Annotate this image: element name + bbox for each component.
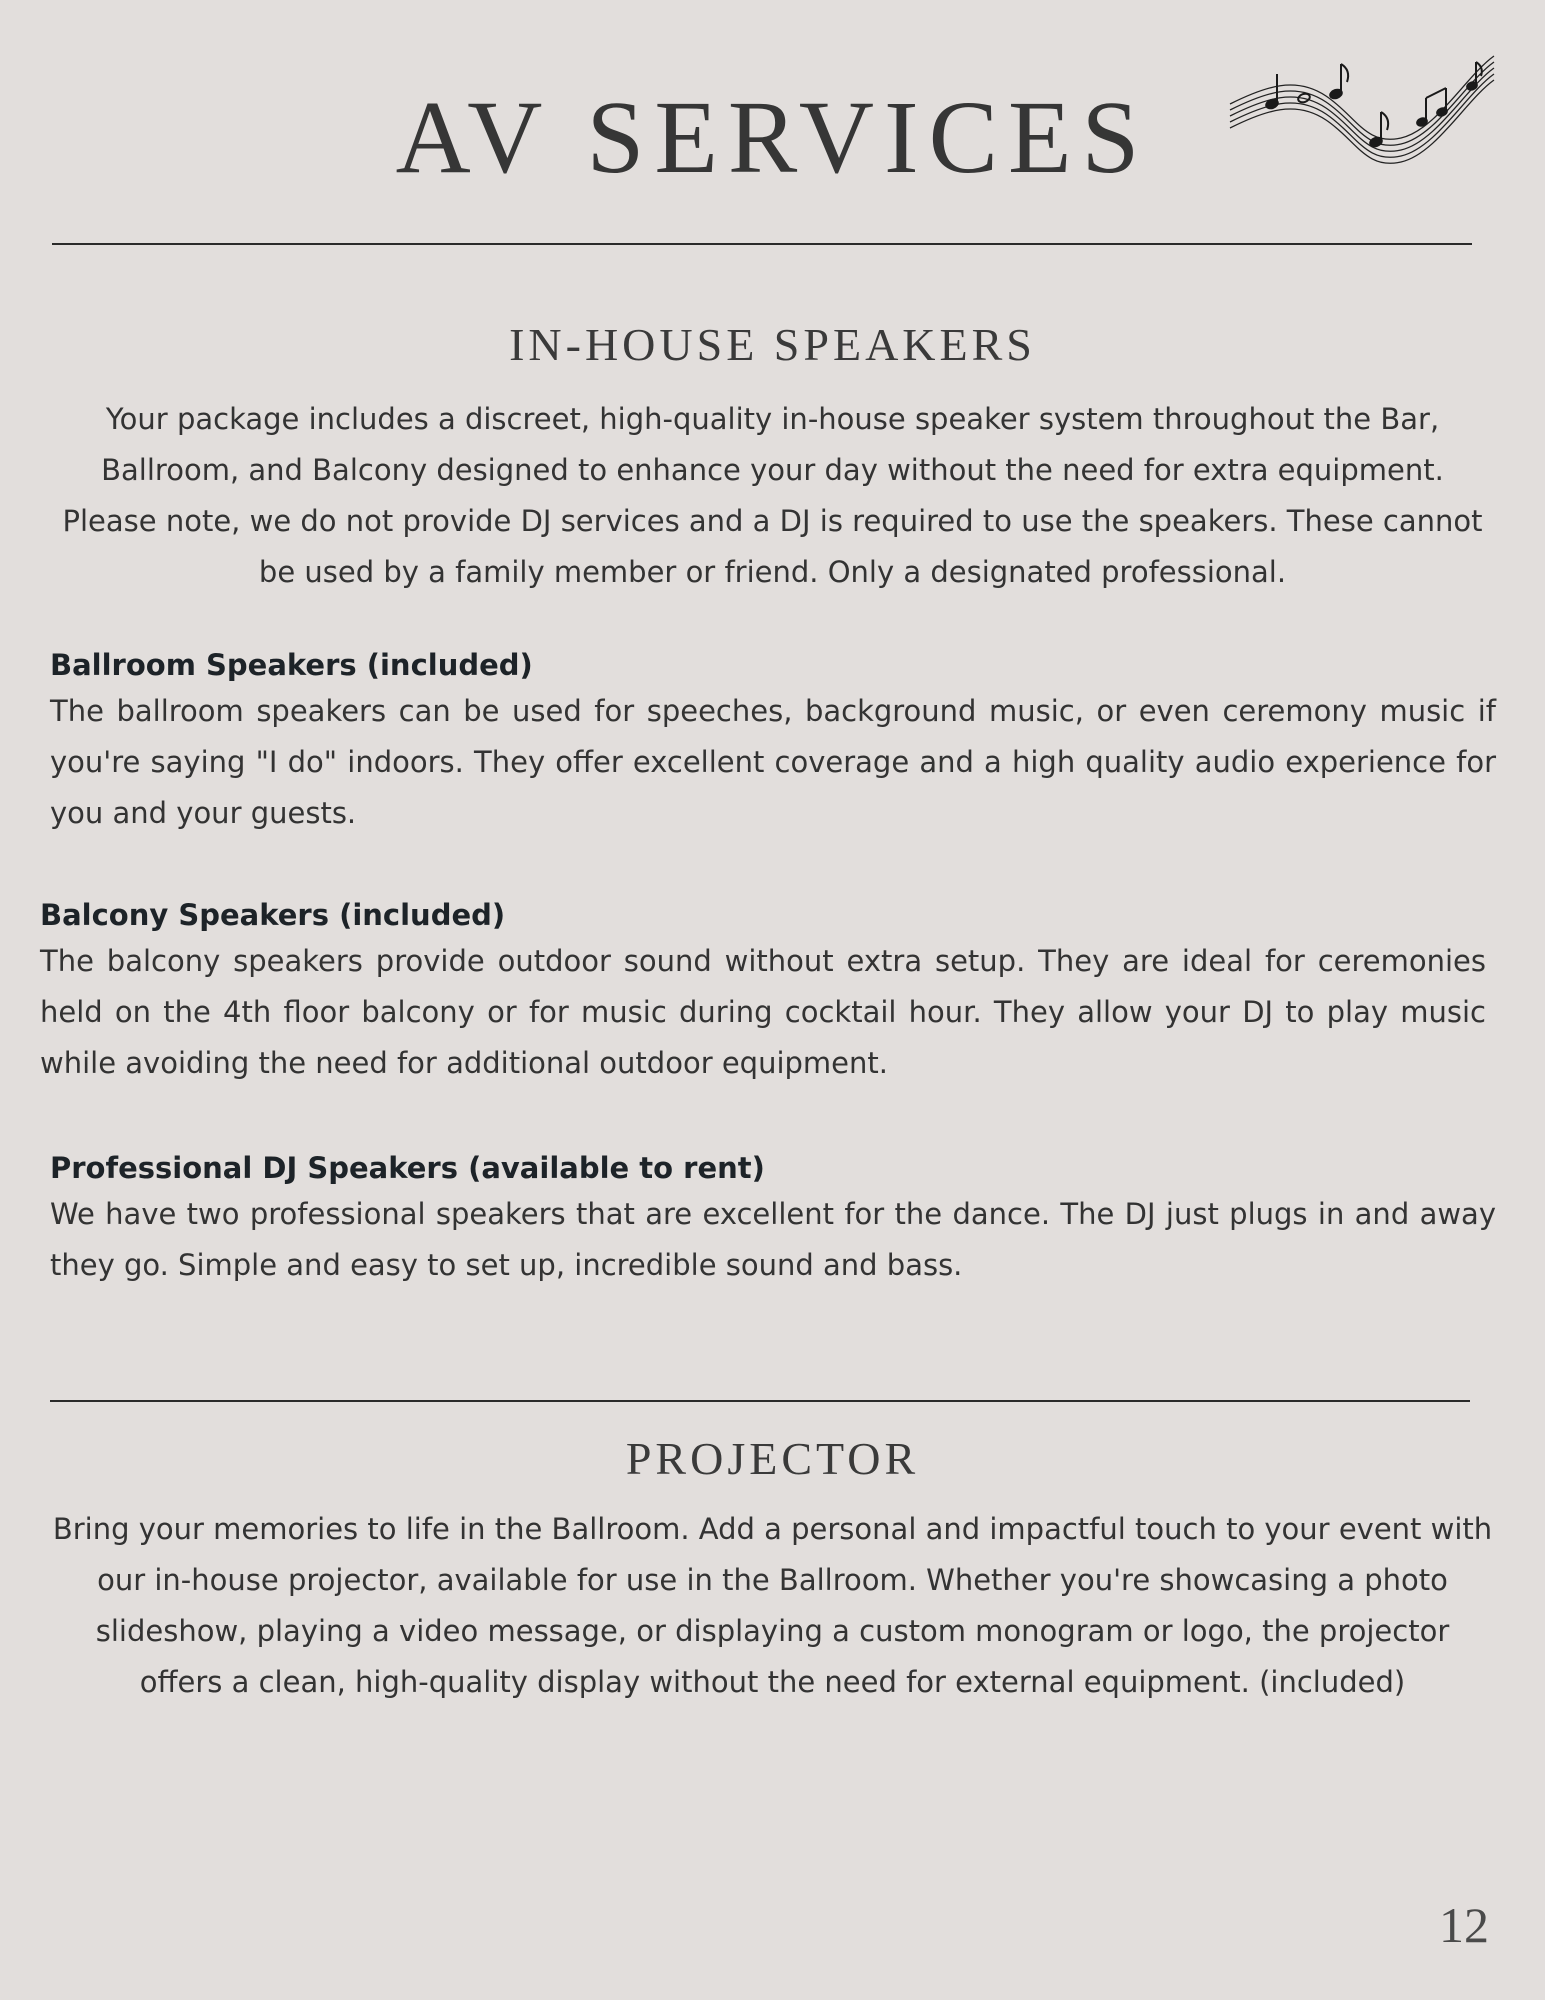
divider-middle (50, 1400, 1470, 1402)
section-heading-projector: PROJECTOR (625, 1433, 920, 1484)
speakers-intro-text: Your package includes a discreet, high-quality in-house speaker system throughout the Bar, Ballroom, and Balcony designed to enhance your day without the need for extra equipment. Please note, we do not provide DJ services and a DJ is required to use the speakers. These cannot be used by a family member or friend. Only a designated professional. (62, 402, 1483, 589)
divider-top (52, 243, 1472, 245)
ballroom-speakers-title: Ballroom Speakers (included) (50, 648, 533, 682)
projector-text: Bring your memories to life in the Ballroom. Add a personal and impactful touch to your event with our in-house projector, available for use in the Ballroom. Whether you're showcasing a photo slideshow, playing a video message, or displaying a custom monogram or logo, the projector offers a clean, high-quality display without the need for external equipment. (included) (52, 1512, 1493, 1699)
balcony-speakers-text: The balcony speakers provide outdoor sound without extra setup. They are ideal for ceremonies held on the 4th floor balcony or for music during cocktail hour. They allow your DJ to play music while avoiding the need for additional outdoor equipment. (40, 944, 1486, 1080)
music-notes-icon (1226, 46, 1498, 166)
ballroom-speakers-section (50, 644, 1496, 839)
ballroom-speakers-text: The ballroom speakers can be used for speeches, background music, or even ceremony music if you're saying "I do" indoors. They offer excellent coverage and a high quality audio experience for you and your guests. (50, 694, 1496, 830)
balcony-speakers-section (40, 894, 1486, 1089)
dj-speakers-section (50, 1147, 1496, 1291)
dj-speakers-title: Professional DJ Speakers (available to rent) (50, 1151, 765, 1185)
dj-speakers-text: We have two professional speakers that are excellent for the dance. The DJ just plugs in and away they go. Simple and easy to set up, incredible sound and bass. (50, 1197, 1496, 1282)
section-heading-in-house-speakers: IN-HOUSE SPEAKERS (509, 319, 1036, 370)
balcony-speakers-title: Balcony Speakers (included) (40, 898, 506, 932)
page-title: AV SERVICES (395, 80, 1150, 195)
page-number: 12 (1439, 1897, 1489, 1953)
